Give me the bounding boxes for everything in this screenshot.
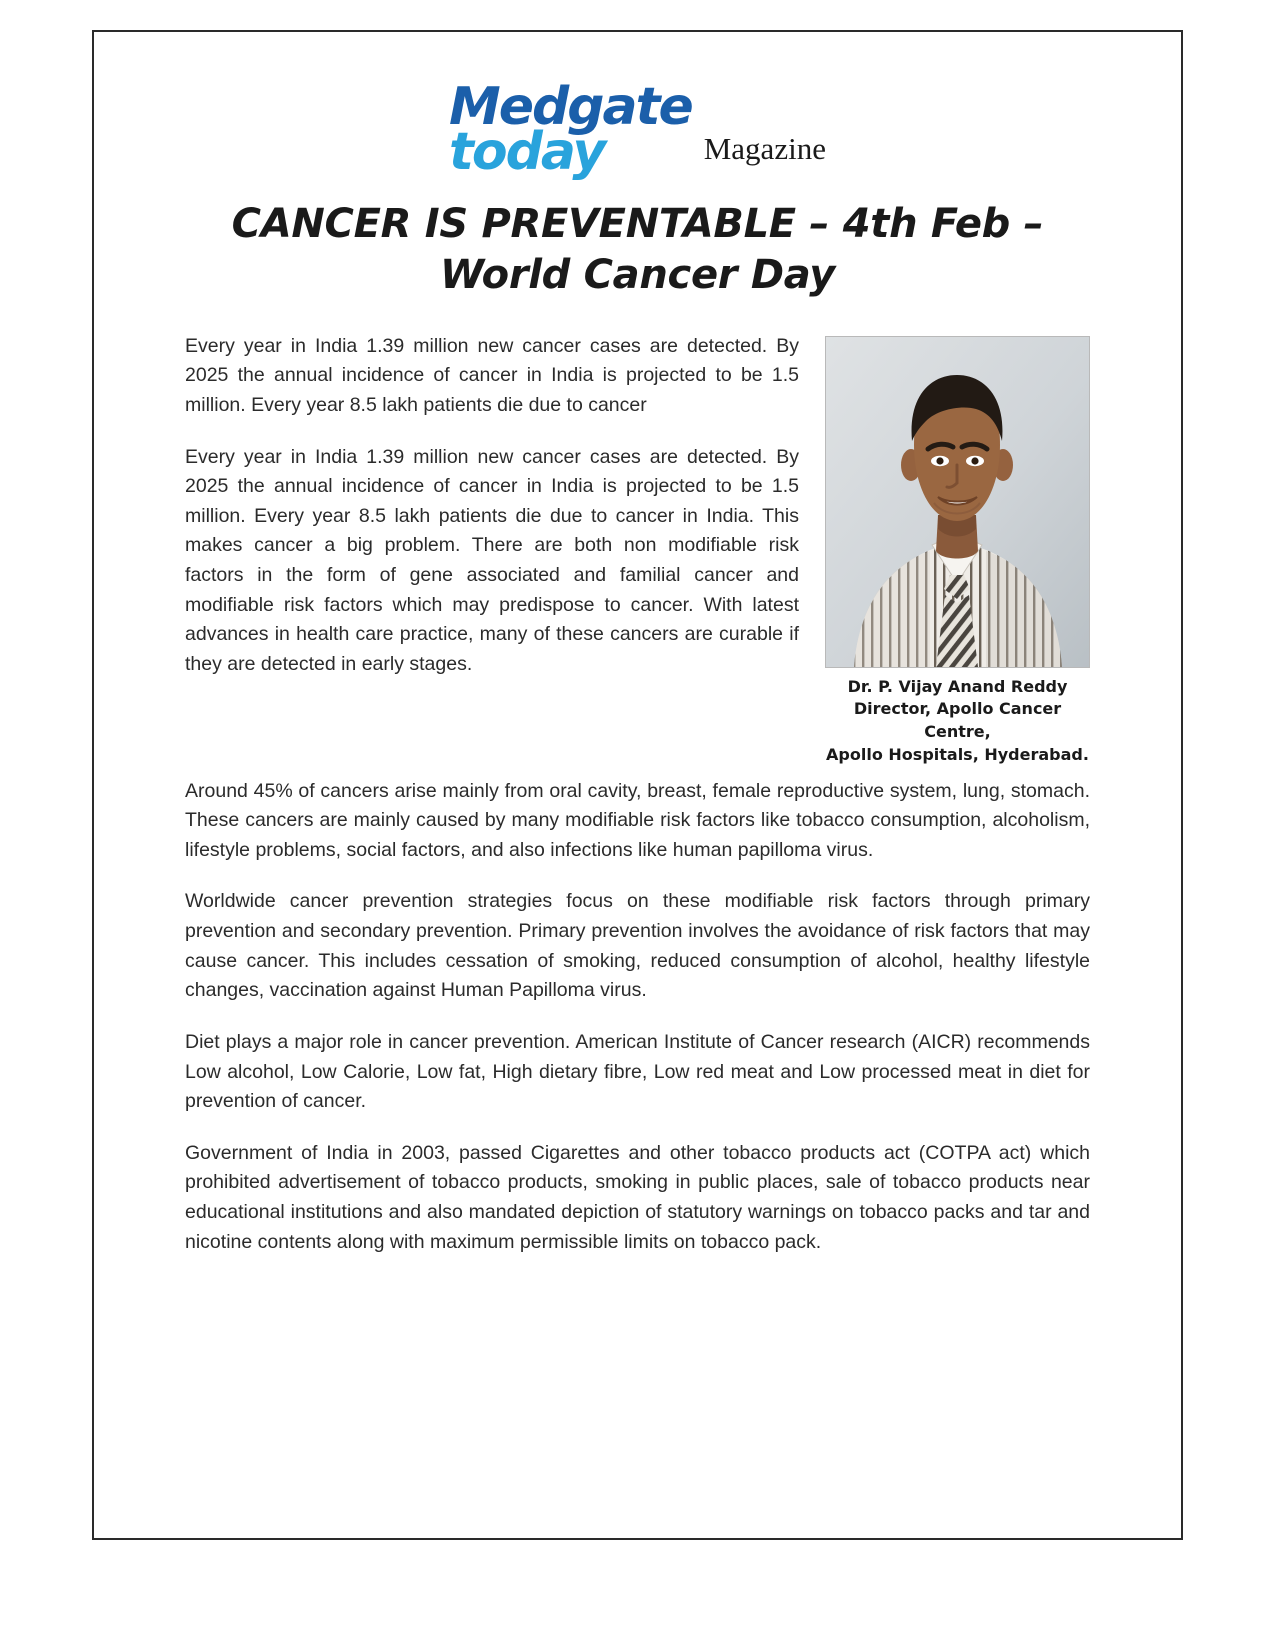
figure-caption <box>825 676 1090 767</box>
page-content <box>90 28 1185 1257</box>
logo-word-medgate: Medgate <box>449 77 692 137</box>
caption-org: Apollo Hospitals, Hyderabad. <box>826 744 1089 764</box>
logo-word-today: today <box>449 121 605 182</box>
paragraph-1: Every year in India 1.39 million new cancer cases are detected. By 2025 the annual incidence of cancer in India is projected to be 1.5 million. Every year 8.5 lakh patients die due to cancer <box>185 334 799 416</box>
paragraph-6: Government of India in 2003, passed Cigarettes and other tobacco products act (COTPA act) which prohibited advertisement of tobacco products, smoking in public places, sale of tobacco products near educational institutions and also mandated depiction of statutory warnings on tobacco packs and tar and nicotine contents along with maximum permissible limits on tobacco pack. <box>185 1141 1090 1253</box>
masthead <box>185 77 1090 182</box>
paragraph-4: Worldwide cancer prevention strategies focus on these modifiable risk factors through primary prevention and secondary prevention. Primary prevention involves the avoidance of risk factors that may cause cancer. This includes cessation of smoking, reduced consumption of alcohol, healthy lifestyle changes, vaccination against Human Papilloma virus. <box>185 890 1090 1002</box>
caption-role: Director, Apollo Cancer Centre, <box>853 699 1062 742</box>
figure-block <box>825 336 1090 767</box>
medgate-logo <box>449 77 692 182</box>
page-title: CANCER IS PREVENTABLE – 4th Feb – World Cancer Day <box>231 201 1044 299</box>
paragraph-2: Every year in India 1.39 million new cancer cases are detected. By 2025 the annual incidence of cancer in India is projected to be 1.5 million. Every year 8.5 lakh patients die due to cancer in India. This makes cancer a big problem. There are both non modifiable risk factors in the form of gene associated and familial cancer and modifiable risk factors which may predispose to cancer. With latest advances in health care practice, many of these cancers are curable if they are detected in early stages. <box>185 445 799 675</box>
logo-word-magazine: Magazine <box>703 131 826 167</box>
paragraph-5: Diet plays a major role in cancer prevention. American Institute of Cancer research (AICR) recommends Low alcohol, Low Calorie, Low fat, High dietary fibre, Low red meat and Low processed meat in diet for prevention of cancer. <box>185 1030 1090 1113</box>
portrait-illustration <box>826 337 1089 667</box>
portrait-photo <box>825 336 1090 668</box>
paragraph-3: Around 45% of cancers arise mainly from oral cavity, breast, female reproductive system, lung, stomach. These cancers are mainly caused by many modifiable risk factors like tobacco consumption, alcoholism, lifestyle problems, social factors, and also infections like human papilloma virus. <box>185 779 1090 861</box>
caption-name: Dr. P. Vijay Anand Reddy <box>847 676 1068 696</box>
article-body <box>185 332 1090 1258</box>
